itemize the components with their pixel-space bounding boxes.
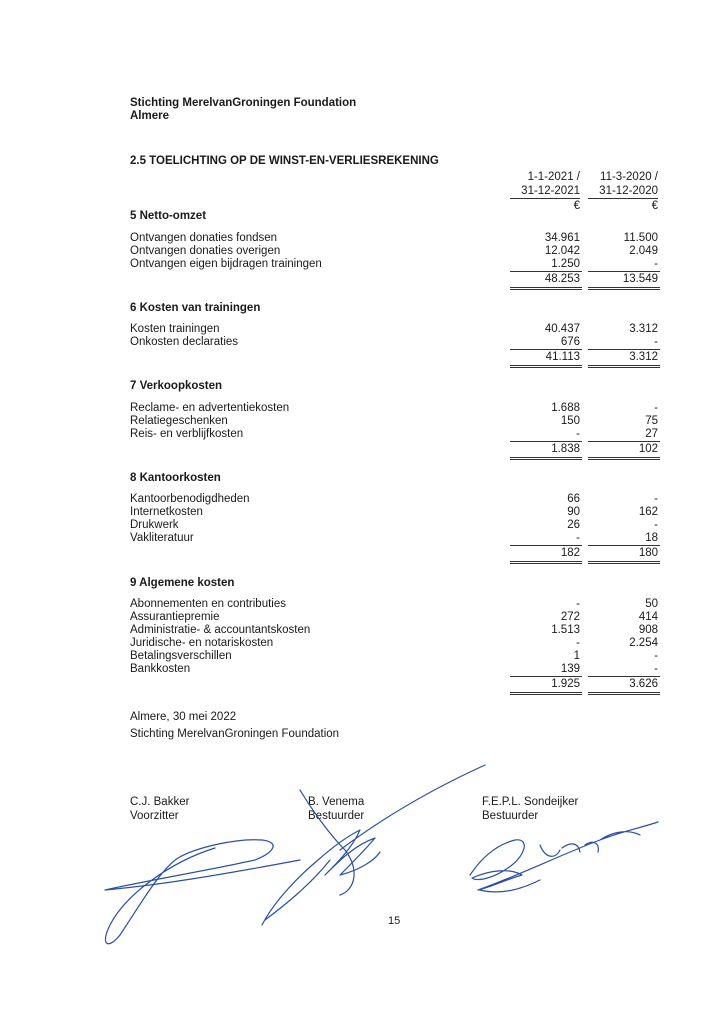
total-2021: 41.113 [545, 351, 580, 363]
signatory-role: Voorzitter [130, 810, 179, 822]
value-2020: 27 [645, 428, 658, 440]
value-2020: 162 [638, 506, 658, 518]
value-2020: 75 [645, 415, 658, 427]
row-label: Reclame- en advertentiekosten [130, 402, 290, 414]
total-2021: 182 [560, 547, 580, 559]
value-2020: - [654, 650, 658, 662]
value-2020: 2.049 [629, 245, 658, 257]
total-2020: 3.626 [629, 678, 658, 690]
signature-sondeijker [470, 822, 658, 892]
row-label: Ontvangen eigen bijdragen trainingen [130, 258, 322, 270]
footer-organization: Stichting MerelvanGroningen Foundation [130, 728, 340, 740]
total-2020: 3.312 [629, 351, 658, 363]
section-heading: 6 Kosten van trainingen [130, 302, 261, 314]
total-2020: 13.549 [622, 273, 658, 285]
value-2020: 3.312 [629, 323, 658, 335]
row-label: Bankkosten [130, 663, 191, 675]
page-title: 2.5 TOELICHTING OP DE WINST-EN-VERLIESREKENING [130, 155, 439, 167]
row-label: Relatiegeschenken [130, 415, 228, 427]
signatory-role: Bestuurder [308, 810, 365, 822]
value-2020: 414 [638, 611, 658, 623]
total-2020: 180 [638, 547, 658, 559]
value-2021: 1.513 [551, 624, 580, 636]
value-2021: 26 [567, 519, 580, 531]
value-2021: 40.437 [544, 323, 580, 335]
value-2021: - [576, 532, 580, 544]
signatory-name: F.E.P.L. Sondeijker [482, 796, 579, 808]
value-2021: 150 [560, 415, 580, 427]
row-label: Ontvangen donaties fondsen [130, 232, 278, 244]
value-2021: 1.688 [551, 402, 580, 414]
page-number: 15 [388, 915, 401, 927]
value-2021: 676 [560, 336, 580, 348]
section-heading: 9 Algemene kosten [130, 577, 235, 589]
signatory-name: C.J. Bakker [130, 796, 190, 808]
value-2020: - [654, 336, 658, 348]
value-2021: 90 [567, 506, 580, 518]
row-label: Assurantiepremie [130, 611, 220, 623]
value-2020: 18 [645, 532, 658, 544]
row-label: Onkosten declaraties [130, 336, 239, 348]
section-heading: 5 Netto-omzet [130, 210, 207, 222]
value-2020: - [654, 402, 658, 414]
row-label: Betalingsverschillen [130, 650, 232, 662]
signature-bakker [105, 840, 300, 944]
row-label: Vakliteratuur [130, 532, 194, 544]
value-2021: 139 [560, 663, 580, 675]
value-2021: 272 [560, 611, 580, 623]
column-header-line2: 31-12-2021 [510, 184, 580, 199]
value-2020: - [654, 663, 658, 675]
value-2021: - [576, 637, 580, 649]
value-2020: 11.500 [623, 232, 658, 244]
organization-name: Stichting MerelvanGroningen Foundation [130, 97, 357, 109]
column-header-line1: 1-1-2021 / [527, 171, 580, 183]
total-2021: 48.253 [544, 273, 580, 285]
value-2020: 2.254 [629, 637, 658, 649]
row-label: Juridische- en notariskosten [130, 637, 274, 649]
signatory-role: Bestuurder [482, 810, 539, 822]
column-header-unit: € [651, 200, 658, 212]
signatory-name: B. Venema [308, 796, 365, 808]
value-2021: 1.250 [551, 258, 580, 270]
row-label: Drukwerk [130, 519, 179, 531]
row-label: Ontvangen donaties overigen [130, 245, 281, 257]
value-2020: 908 [638, 624, 658, 636]
value-2020: 50 [645, 598, 658, 610]
total-2021: 1.925 [551, 678, 580, 690]
section-heading: 7 Verkoopkosten [130, 380, 223, 392]
row-label: Internetkosten [130, 506, 203, 518]
place-date: Almere, 30 mei 2022 [130, 711, 237, 723]
row-label: Kantoorbenodigdheden [130, 493, 250, 505]
total-2020: 102 [638, 443, 658, 455]
column-header-line2: 31-12-2020 [588, 184, 658, 199]
organization-city: Almere [130, 110, 169, 122]
section-heading: 8 Kantoorkosten [130, 472, 221, 484]
row-label: Kosten trainingen [130, 323, 220, 335]
value-2021: - [576, 428, 580, 440]
column-header-unit: € [573, 200, 580, 212]
value-2020: - [654, 493, 658, 505]
value-2021: 12.042 [544, 245, 580, 257]
row-label: Abonnementen en contributies [130, 598, 286, 610]
value-2021: 34.961 [544, 232, 580, 244]
row-label: Reis- en verblijfkosten [130, 428, 244, 440]
value-2020: - [654, 258, 658, 270]
signature-venema [262, 765, 485, 925]
value-2021: - [576, 598, 580, 610]
value-2021: 66 [567, 493, 580, 505]
row-label: Administratie- & accountantskosten [130, 624, 311, 636]
column-header-line1: 11-3-2020 / [600, 171, 658, 183]
value-2021: 1 [573, 650, 580, 662]
value-2020: - [654, 519, 658, 531]
total-2021: 1.838 [551, 443, 580, 455]
